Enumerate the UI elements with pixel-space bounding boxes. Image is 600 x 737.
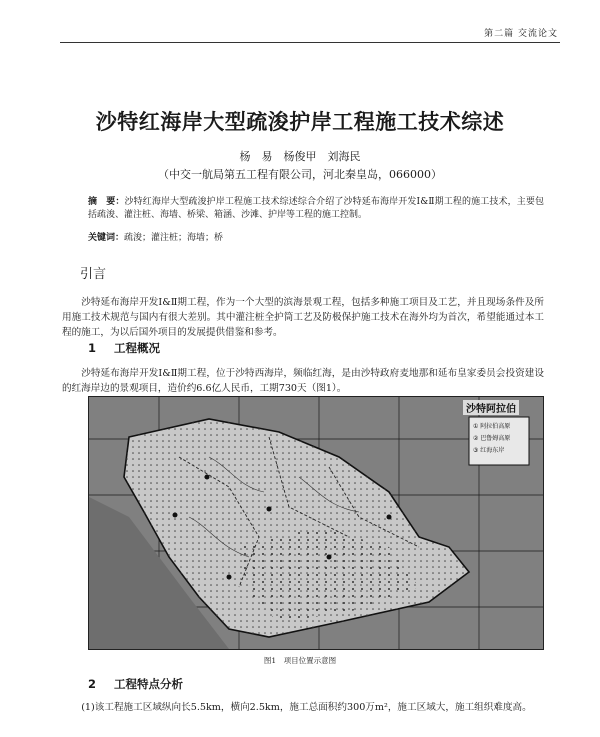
header-rule bbox=[60, 42, 560, 43]
running-header: 第二篇 交流论文 bbox=[484, 29, 558, 39]
section-1-number: 1 bbox=[88, 341, 97, 355]
figure-caption: 图1 项目位置示意图 bbox=[263, 656, 337, 665]
intro-heading: 引言 bbox=[80, 267, 107, 282]
legend-item: ② 巴鲁姆高原 bbox=[473, 435, 511, 442]
authors: 杨 易 杨俊甲 刘海民 bbox=[239, 150, 361, 163]
section-2-title: 工程特点分析 bbox=[114, 677, 183, 691]
section-1-paragraph: 沙特延布海岸开发Ⅰ&Ⅱ期工程，位于沙特西海岸，频临红海，是由沙特政府麦地那和延布皇家委员会投资建设的红海岸边的景观项目，造价约6.6亿人民币，工期730天（图1）。 bbox=[62, 368, 544, 394]
keywords-text: 疏浚；灌注桩；海墙；桥 bbox=[124, 233, 224, 243]
paper-title: 沙特红海岸大型疏浚护岸工程施工技术综述 bbox=[95, 109, 505, 134]
keywords bbox=[88, 230, 544, 243]
section-2-paragraph: (1)该工程施工区域纵向长5.5km，横向2.5km，施工总面积约300万m²，施工区域大，施工组织难度高。 bbox=[81, 702, 532, 713]
intro-paragraph: 沙特延布海岸开发Ⅰ&Ⅱ期工程，作为一个大型的滨海景观工程，包括多种施工项目及工艺，并且现场条件及所用施工技术规范与国内有很大差别。其中灌注桩全护筒工艺及防极保护施工技术在海外均为首次，希望能通过本工程的施工，为以后国外项目的发展提供借鉴和参考。 bbox=[62, 297, 544, 338]
affiliation: （中交一航局第五工程有限公司，河北秦皇岛，066000） bbox=[158, 168, 442, 181]
keywords-label: 关键词： bbox=[88, 233, 125, 243]
abstract-text: 沙特红海岸大型疏浚护岸工程施工技术综述综合介绍了沙特延布海岸开发Ⅰ&Ⅱ期工程的施工技术，主要包括疏浚、灌注桩、海墙、桥梁、箱涵、沙滩、护岸等工程的施工控制。 bbox=[88, 197, 544, 220]
section-2-number: 2 bbox=[88, 677, 97, 691]
location-map-figure bbox=[88, 396, 544, 650]
section-1-heading bbox=[88, 340, 160, 356]
map-legend bbox=[473, 421, 529, 457]
abstract-label: 摘 要： bbox=[88, 197, 125, 207]
section-1-title: 工程概况 bbox=[114, 341, 160, 355]
section-2-heading bbox=[88, 676, 183, 692]
abstract bbox=[88, 196, 544, 222]
legend-item: ① 阿拉伯高原 bbox=[473, 423, 511, 430]
map-title: 沙特阿拉伯 bbox=[463, 400, 519, 415]
legend-item: ③ 红海东岸 bbox=[473, 447, 505, 454]
